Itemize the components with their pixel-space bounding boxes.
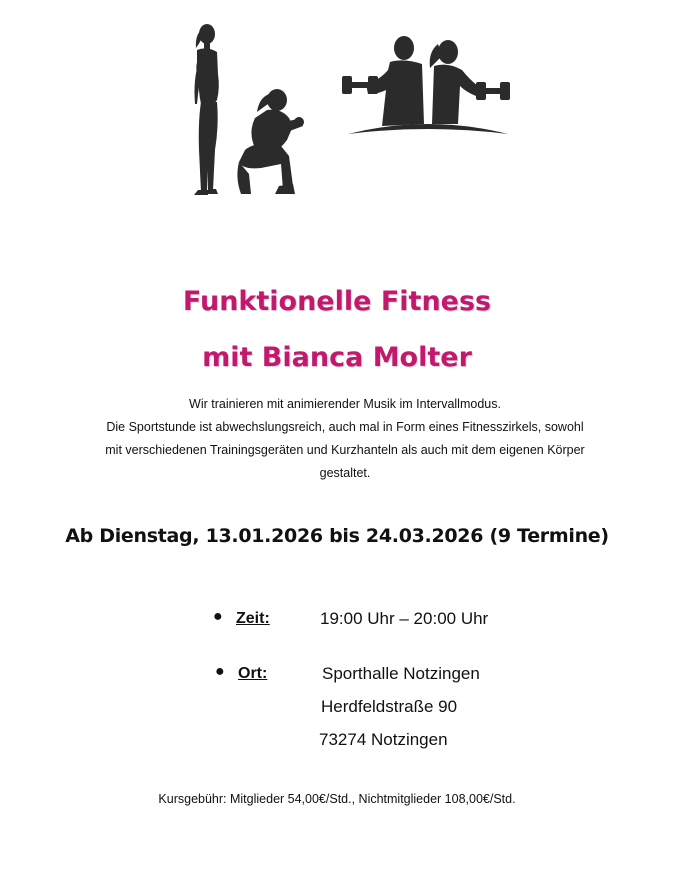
description-line: Die Sportstunde ist abwechslungsreich, auch mal in Form eines Fitnesszirkels, sowohl: [106, 420, 584, 434]
course-title: Funktionelle Fitness: [182, 286, 492, 317]
location-line: Herdfeldstraße 90: [321, 697, 458, 716]
description-line: mit verschiedenen Trainingsgeräten und Kurzhanteln als auch mit dem eigenen Körper: [105, 443, 585, 457]
description-line: gestaltet.: [319, 466, 371, 480]
bullet-icon: ●: [213, 608, 223, 625]
instructor-title: mit Bianca Molter: [202, 342, 472, 373]
course-fee: Kursgebühr: Mitglieder 54,00€/Std., Nichtmitglieder 108,00€/Std.: [158, 792, 516, 806]
course-description: [60, 393, 630, 485]
location-label: Ort:: [238, 665, 268, 682]
course-dates: Ab Dienstag, 13.01.2026 bis 24.03.2026 (9 Termine): [65, 525, 609, 547]
location-line: 73274 Notzingen: [319, 730, 448, 749]
time-label: Zeit:: [236, 610, 270, 627]
bullet-icon: ●: [215, 663, 225, 680]
location-line: Sporthalle Notzingen: [322, 664, 480, 683]
description-line: Wir trainieren mit animierender Musik im Intervallmodus.: [189, 397, 501, 411]
dumbbell-couple-silhouette-icon: [338, 34, 518, 136]
time-value: 19:00 Uhr – 20:00 Uhr: [320, 609, 489, 628]
woman-exercise-silhouette-icon: [185, 22, 315, 200]
